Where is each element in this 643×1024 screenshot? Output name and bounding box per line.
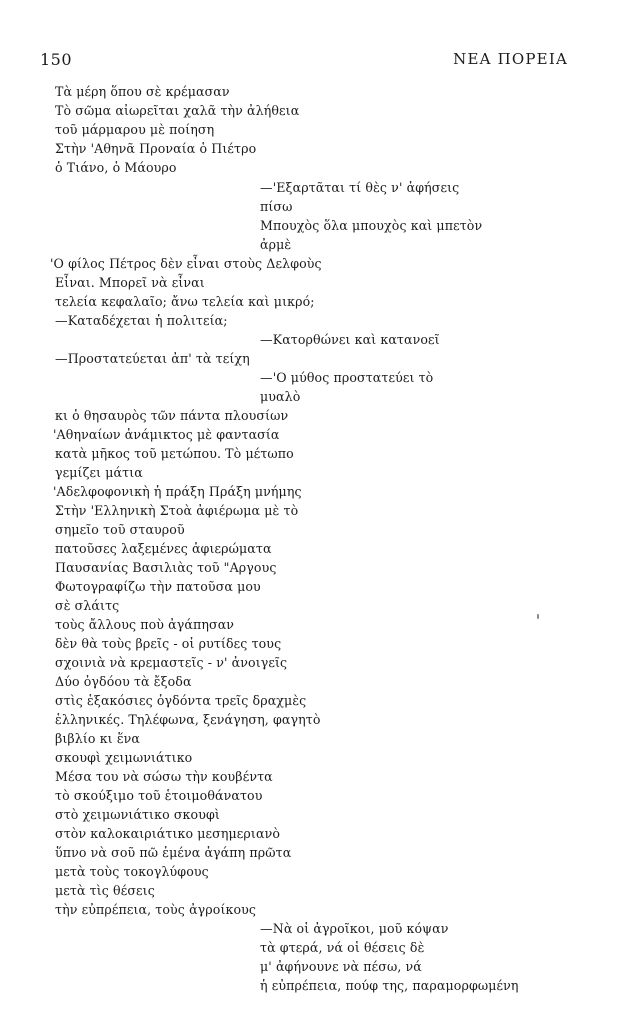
poem-line: τοὺς ἄλλους ποὺ ἀγάπησαν (55, 617, 235, 632)
poem-line: τελεία κεφαλαῖο; ἄνω τελεία καὶ μικρό; (55, 294, 315, 309)
poem-line: μυαλὸ (260, 389, 301, 404)
poem-line: κι ὁ θησαυρὸς τῶν πάντα πλουσίων (55, 408, 289, 423)
poem-line: γεμίζει μάτια (55, 465, 143, 480)
poem-line: βιβλίο κι ἕνα (55, 731, 141, 746)
poem-line: Μέσα του νὰ σώσω τὴν κουβέντα (55, 769, 273, 784)
poem-line: κατὰ μῆκος τοῦ μετώπου. Τὸ μέτωπο (55, 446, 294, 461)
poem-line: σὲ σλάιτς (55, 598, 120, 613)
poem-line: στὸ χειμωνιάτικο σκουφὶ (55, 807, 220, 822)
poem-line: Φωτογραφίζω τὴν πατοῦσα μου (55, 579, 261, 594)
poem-line: στὸν καλοκαιριάτικο μεσημεριανὸ (55, 826, 281, 841)
poem-line: 'Αδελφοφονικὴ ἡ πράξη Πράξη μνήμης (53, 484, 302, 499)
poem-line: ἀρμὲ (260, 237, 292, 252)
poem-line: τὰ φτερά, νά οἱ θέσεις δὲ (260, 940, 425, 955)
poem-line: —Νὰ οἱ ἀγροῖκοι, μοῦ κόψαν (260, 921, 449, 936)
poem-line: στὶς ἑξακόσιες ὀγδόντα τρεῖς δραχμὲς (55, 693, 307, 708)
poem-line: τὴν εὐπρέπεια, τοὺς ἀγροίκους (55, 902, 257, 917)
poem-line: τοῦ μάρμαρου μὲ ποίηση (55, 122, 215, 137)
poem-line: μ' ἀφήνουνε νὰ πέσω, νά (260, 959, 422, 974)
poem-line: ὁ Τιάνο, ὁ Μάουρο (55, 160, 177, 175)
poem-line: ὕπνο νὰ σοῦ πῶ ἐμένα ἀγάπη πρῶτα (55, 845, 292, 860)
poem-line: πατοῦσες λαξεμένες ἀφιερώματα (55, 541, 272, 556)
poem-line: Εἶναι. Μπορεῖ νὰ εἶναι (55, 275, 205, 290)
poem-line: πίσω (260, 199, 293, 214)
poem-line: 'Ο φίλος Πέτρος δὲν εἶναι στοὺς Δελφοὺς (50, 256, 322, 271)
poem-line: —Καταδέχεται ἡ πολιτεία; (55, 313, 228, 328)
poem-line: Δύο ὀγδόου τὰ ἔξοδα (55, 674, 192, 689)
poem-line: 'Αθηναίων ἀνάμικτος μὲ φαντασία (53, 427, 280, 442)
poem-line: —'Εξαρτᾶται τί θὲς ν' ἀφήσεις (260, 180, 460, 195)
scan-speck (537, 614, 539, 619)
poem-line: ἡ εὐπρέπεια, πούφ της, παραμορφωμένη (260, 978, 519, 993)
poem-line: Παυσανίας Βασιλιὰς τοῦ "Αργους (55, 560, 277, 575)
poem-line: —Προστατεύεται ἀπ' τὰ τείχη (55, 351, 250, 366)
poem-line: σχοινιὰ νὰ κρεμαστεῖς - ν' ἀνοιγεῖς (55, 655, 288, 670)
poem-line: Στὴν 'Αθηνᾶ Προναία ὁ Πιέτρο (55, 141, 257, 156)
poem-line: Στὴν 'Ελληνικὴ Στοὰ ἀφιέρωμα μὲ τὸ (55, 503, 299, 518)
poem-line: Μπουχὸς ὅλα μπουχὸς καὶ μπετὸν (260, 218, 483, 233)
poem-line: μετὰ τὶς θέσεις (55, 883, 155, 898)
poem-line: σημεῖο τοῦ σταυροῦ (55, 522, 185, 537)
poem-line: τὸ σκούξιμο τοῦ ἑτοιμοθάνατου (55, 788, 263, 803)
poem-line: δὲν θὰ τοὺς βρεῖς - οἱ ρυτίδες τους (55, 636, 282, 651)
poem-line: ἑλληνικές. Τηλέφωνα, ξενάγηση, φαγητὸ (55, 712, 321, 727)
page-number: 150 (40, 50, 73, 69)
poem-line: Τὸ σῶμα αἰωρεῖται χαλᾶ τὴν ἀλήθεια (55, 103, 300, 118)
poem-line: —'Ο μύθος προστατεύει τὸ (260, 370, 434, 385)
poem-line: μετὰ τοὺς τοκογλύφους (55, 864, 209, 879)
poem-line: —Κατορθώνει καὶ κατανοεῖ (260, 332, 440, 347)
running-title: ΝΕΑ ΠΟΡΕΙΑ (453, 50, 568, 68)
poem-line: Τὰ μέρη ὅπου σὲ κρέμασαν (55, 84, 230, 99)
poem-line: σκουφὶ χειμωνιάτικο (55, 750, 193, 765)
